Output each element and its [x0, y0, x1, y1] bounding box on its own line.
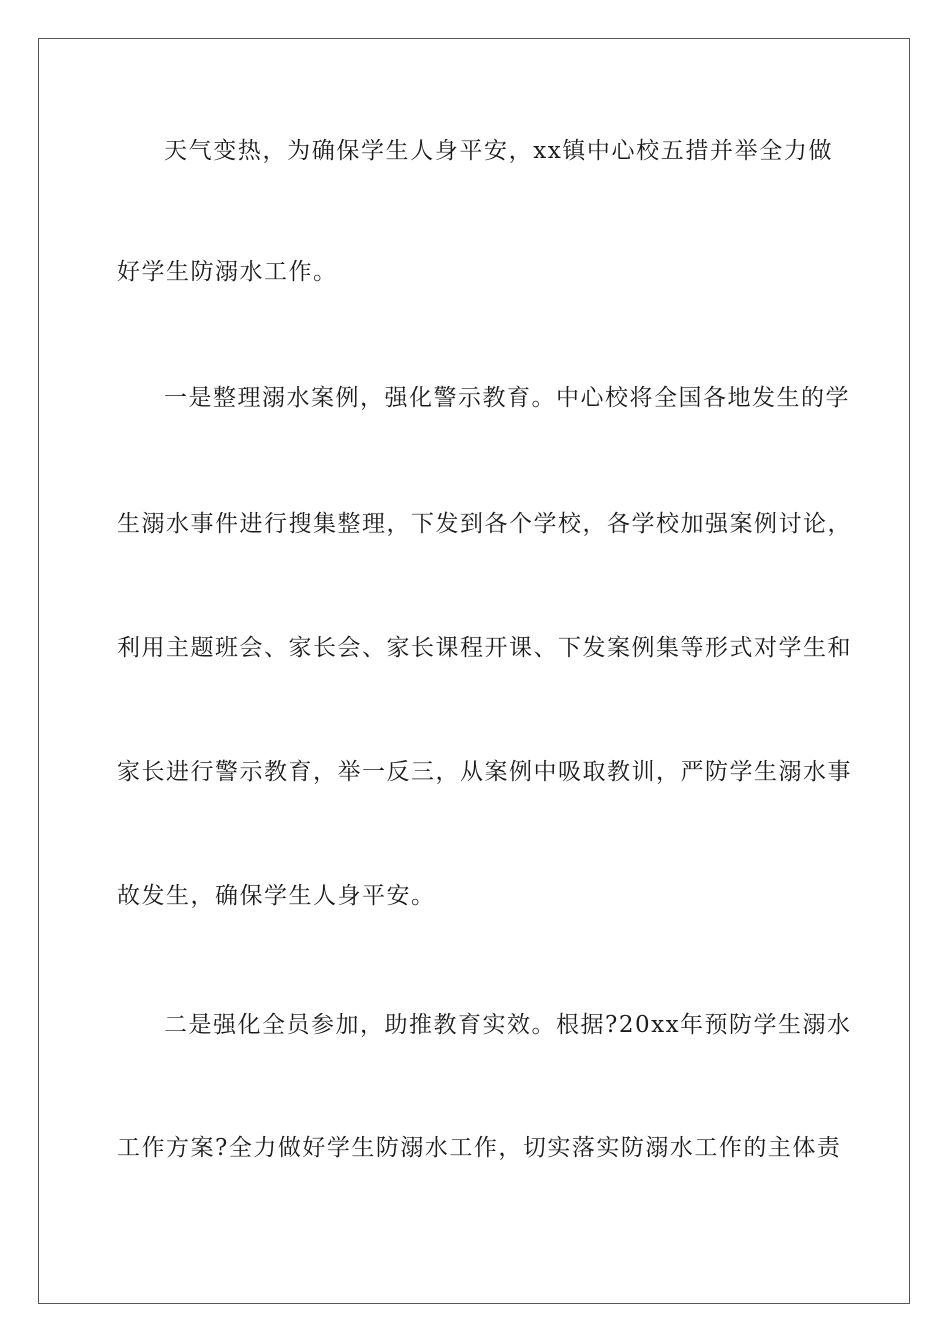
paragraph-1-line-1: 天气变热，为确保学生人身平安，xx镇中心校五措并举全力做 [164, 138, 833, 164]
paragraph-2-line-2: 生溺水事件进行搜集整理，下发到各个学校，各学校加强案例讨论， [117, 511, 852, 537]
paragraph-2-line-5: 故发生，确保学生人身平安。 [117, 883, 436, 909]
page-border [38, 38, 910, 1304]
paragraph-3-line-2: 工作方案?全力做好学生防溺水工作，切实落实防溺水工作的主体责 [117, 1135, 842, 1161]
paragraph-2-line-3: 利用主题班会、家长会、家长课程开课、下发案例集等形式对学生和 [117, 635, 852, 661]
paragraph-1-line-2: 好学生防溺水工作。 [117, 259, 338, 285]
paragraph-2-line-4: 家长进行警示教育，举一反三，从案例中吸取教训，严防学生溺水事 [117, 759, 852, 785]
paragraph-3-line-1: 二是强化全员参加，助推教育实效。根据?20xx年预防学生溺水 [164, 1012, 852, 1038]
paragraph-2-line-1: 一是整理溺水案例，强化警示教育。中心校将全国各地发生的学 [164, 385, 850, 411]
